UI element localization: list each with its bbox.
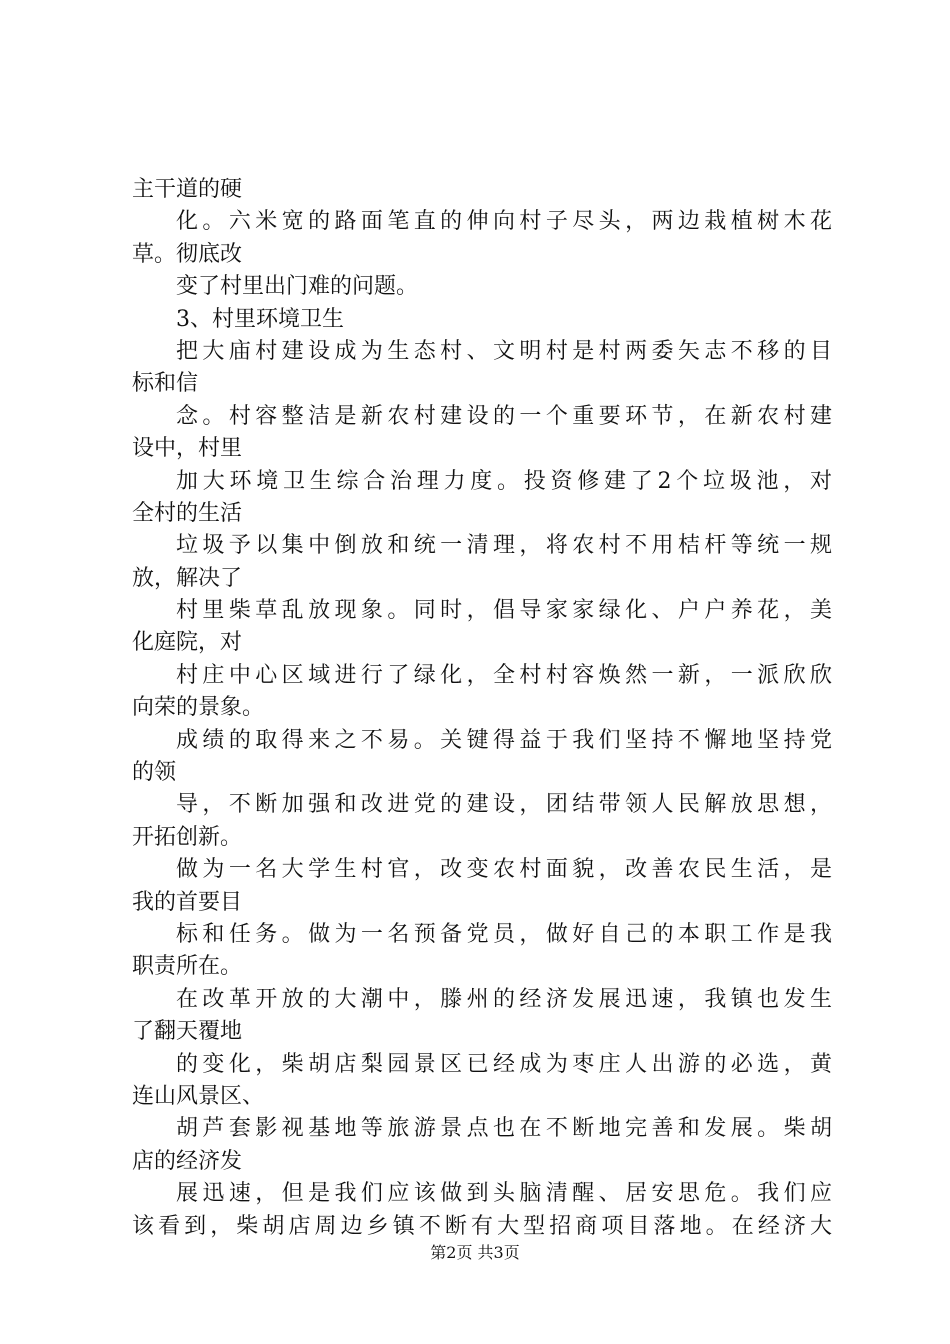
text-line: 店的经济发 xyxy=(132,1148,243,1174)
text-line: 做为一名大学生村官，改变农村面貌，改善农民生活，是 xyxy=(176,857,832,883)
document-body xyxy=(132,174,832,1243)
text-line: 加大环境卫生综合治理力度。投资修建了2个垃圾池，对 xyxy=(176,468,832,494)
text-line: 的变化，柴胡店梨园景区已经成为枣庄人出游的必选，黄 xyxy=(176,1051,832,1077)
text-line: 成绩的取得来之不易。关键得益于我们坚持不懈地坚持党 xyxy=(176,727,832,753)
text-line: 开拓创新。 xyxy=(132,824,243,850)
text-line: 职责所在。 xyxy=(132,954,243,980)
text-line: 导，不断加强和改进党的建设，团结带领人民解放思想， xyxy=(176,792,832,818)
text-line: 全村的生活 xyxy=(132,500,243,526)
page-footer: 第2页 共3页 xyxy=(430,1243,520,1262)
text-line: 3、村里环境卫生 xyxy=(176,306,344,332)
text-line: 设中，村里 xyxy=(132,436,243,462)
text-line: 展迅速，但是我们应该做到头脑清醒、居安思危。我们应 xyxy=(176,1181,832,1207)
text-line: 村里柴草乱放现象。同时，倡导家家绿化、户户养花，美 xyxy=(176,598,832,624)
text-line: 垃圾予以集中倒放和统一清理，将农村不用桔杆等统一规 xyxy=(176,533,832,559)
text-line: 我的首要目 xyxy=(132,889,243,915)
text-line: 连山风景区、 xyxy=(132,1083,265,1109)
text-line: 标和任务。做为一名预备党员，做好自己的本职工作是我 xyxy=(176,921,832,947)
text-line: 主干道的硬 xyxy=(132,177,243,202)
text-line: 在改革开放的大潮中，滕州的经济发展迅速，我镇也发生 xyxy=(176,986,832,1012)
text-line: 该看到，柴胡店周边乡镇不断有大型招商项目落地。在经济大 xyxy=(132,1213,832,1239)
text-line: 放，解决了 xyxy=(132,565,243,591)
text-line: 胡芦套影视基地等旅游景点也在不断地完善和发展。柴胡 xyxy=(176,1116,832,1142)
text-line: 标和信 xyxy=(132,371,199,397)
text-line: 念。村容整洁是新农村建设的一个重要环节，在新农村建 xyxy=(176,403,832,429)
text-line: 化庭院，对 xyxy=(132,630,243,656)
text-line: 化。六米宽的路面笔直的伸向村子尽头，两边栽植树木花 xyxy=(176,209,832,235)
text-line: 村庄中心区域进行了绿化，全村村容焕然一新，一派欣欣 xyxy=(176,662,832,688)
text-line: 向荣的景象。 xyxy=(132,695,265,721)
text-line: 把大庙村建设成为生态村、文明村是村两委矢志不移的目 xyxy=(176,338,832,364)
text-line: 草。彻底改 xyxy=(132,241,243,267)
text-line: 变了村里出门难的问题。 xyxy=(176,274,419,300)
text-line: 的领 xyxy=(132,760,177,786)
text-line: 了翻天覆地 xyxy=(132,1019,243,1045)
